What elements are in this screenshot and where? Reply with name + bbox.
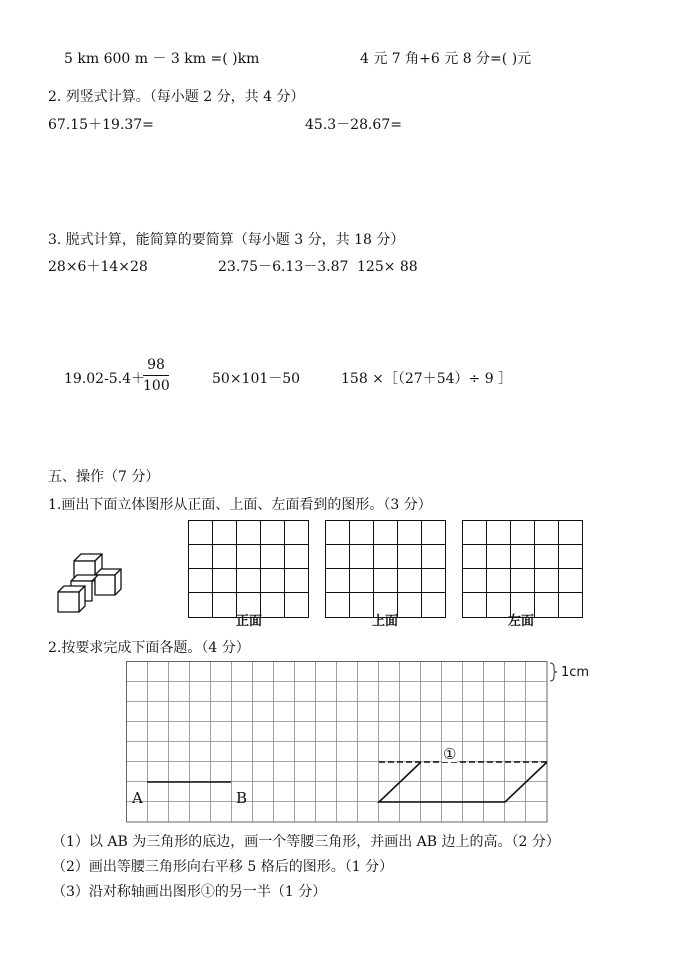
view-label-left: 左面 — [508, 614, 535, 629]
view-grid-top — [325, 520, 446, 618]
figure-1-shape — [379, 762, 547, 802]
fraction-numerator: 98 — [147, 357, 165, 373]
square-grid-board — [126, 661, 548, 823]
question-3c: 125× 88 — [357, 259, 418, 275]
view-grid-left — [462, 520, 583, 618]
fraction-98-100 — [143, 358, 169, 393]
question-3e: 50×101－50 — [212, 371, 301, 387]
fraction-denominator: 100 — [143, 375, 169, 393]
unit-conversion-yuan: 4 元 7 角+6 元 8 分=( )元 — [360, 51, 532, 67]
cube-figure — [52, 548, 124, 620]
view-grid-front — [188, 520, 309, 618]
operation-1-title: 1.画出下面立体图形从正面、上面、左面看到的图形。（3 分） — [48, 497, 432, 513]
question-3a: 28×6＋14×28 — [48, 259, 148, 275]
section-5-title: 五、操作（7 分） — [48, 469, 160, 485]
unit-label: 1cm — [561, 665, 590, 680]
question-2b: 45.3－28.67= — [305, 117, 402, 133]
task-3: （3）沿对称轴画出图形①的另一半（1 分） — [52, 884, 327, 900]
task-1: （1）以 AB 为三角形的底边，画一个等腰三角形，并画出 AB 边上的高。（2 分） — [52, 834, 560, 850]
question-3b: 23.75－6.13－3.87 — [218, 259, 349, 275]
point-b-label: B — [236, 789, 248, 807]
question-2a: 67.15＋19.37= — [48, 117, 154, 133]
question-3-title: 3. 脱式计算，能简算的要简算（每小题 3 分，共 18 分） — [48, 232, 405, 248]
view-label-front: 正面 — [236, 614, 263, 629]
point-a-label: A — [132, 789, 143, 807]
figure-1-label: ① — [443, 745, 457, 763]
task-2: （2）画出等腰三角形向右平移 5 格后的图形。（1 分） — [52, 859, 394, 875]
unit-conversion-km: 5 km 600 m － 3 km =( )km — [64, 51, 260, 67]
unit-brace — [549, 662, 559, 682]
view-label-top: 上面 — [372, 614, 399, 629]
question-3f: 158 ×［（27＋54）÷ 9 ］ — [341, 371, 513, 387]
question-2-title: 2. 列竖式计算。（每小题 2 分，共 4 分） — [48, 89, 305, 105]
operation-2-title: 2.按要求完成下面各题。（4 分） — [48, 640, 250, 656]
question-3d-prefix: 19.02-5.4＋ — [64, 371, 146, 387]
